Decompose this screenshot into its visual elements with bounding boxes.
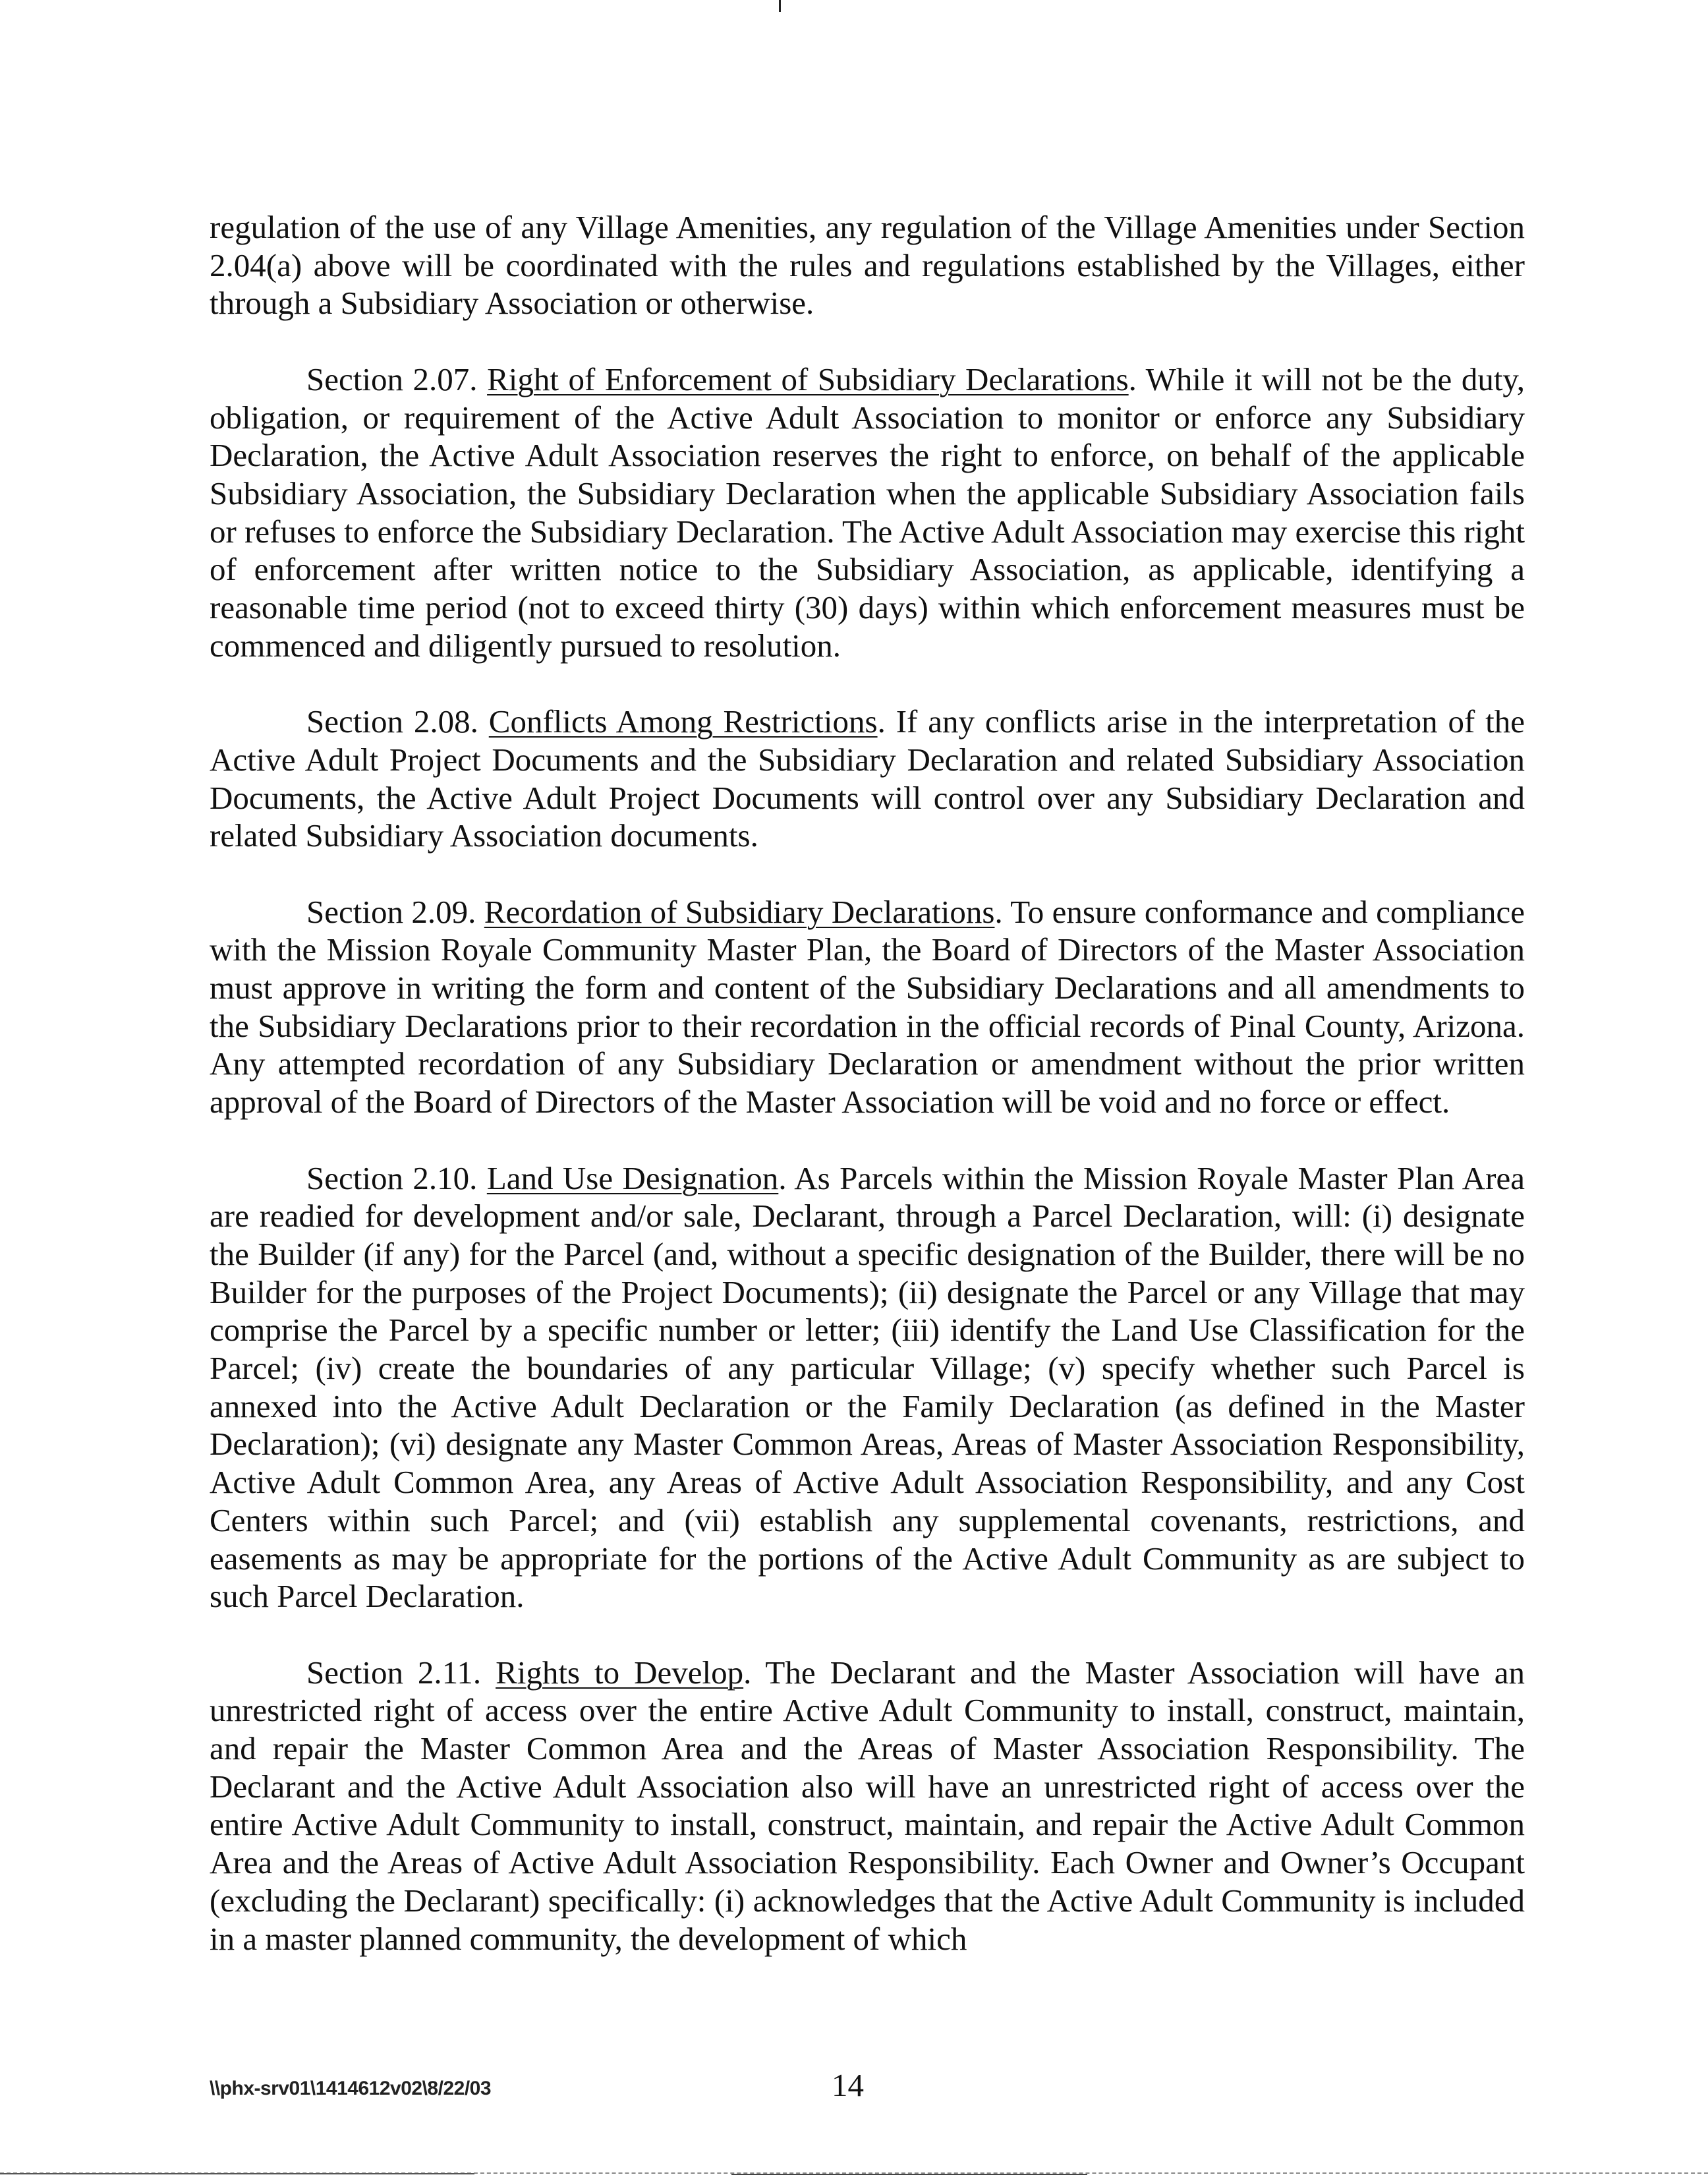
- section-2-08: [210, 703, 1525, 855]
- footer-document-id: \\phx-srv01\1414612v02\8/22/03: [210, 2078, 492, 2099]
- section-number: Section 2.11.: [306, 1654, 482, 1691]
- section-number: Section 2.08.: [306, 703, 478, 740]
- paragraph-text: regulation of the use of any Village Amenities, any regulation of the Village Amenities under Section 2.04(a) above will be coordinated with the rules and regulations established by the Villages, either through a Subsidiary Association or otherwise.: [210, 209, 1525, 322]
- section-heading: Recordation of Subsidiary Declarations: [484, 893, 995, 930]
- section-2-07: [210, 361, 1525, 665]
- paragraph-text: . While it will not be the duty, obligation, or requirement of the Active Adult Association to monitor or enforce any Subsidiary Declaration, the Active Adult Association reserves the right to enforce, on behalf of the applicable Subsidiary Association, the Subsidiary Declaration when the applicable Subsidiary Association fails or refuses to enforce the Subsidiary Declaration. The Active Adult Association may exercise this right of enforcement after written notice to the Subsidiary Association, as applicable, identifying a reasonable time period (not to exceed thirty (30) days) within which enforcement measures must be commenced and diligently pursued to resolution.: [210, 361, 1525, 664]
- section-heading: Right of Enforcement of Subsidiary Declarations: [487, 361, 1129, 397]
- paragraph-continuation: [210, 208, 1525, 322]
- bottom-scan-rule-center: [731, 2174, 1087, 2175]
- paragraph-text: . As Parcels within the Mission Royale Master Plan Area are readied for development and/or sale, Declarant, through a Parcel Declaration, will: (i) designate the Builder (if any) for the Parcel (and, without a specific designation of the Builder, there will be no Builder for the purposes of the Project Documents); (ii) designate the Parcel or any Village that may comprise the Parcel by a specific number or letter; (iii) identify the Land Use Classification for the Parcel; (iv) create the boundaries of any particular Village; (v) specify whether such Parcel is annexed into the Active Adult Declaration or the Family Declaration (as defined in the Master Declaration); (vi) designate any Master Common Areas, Areas of Master Association Responsibility, Active Adult Common Area, any Areas of Active Adult Association Responsibility, and any Cost Centers within such Parcel; and (vii) establish any supplemental covenants, restrictions, and easements as may be appropriate for the portions of the Active Adult Community as are subject to such Parcel Declaration.: [210, 1159, 1525, 1615]
- paragraph-text: . To ensure conformance and compliance with the Mission Royale Community Master Plan, the Board of Directors of the Master Association must approve in writing the form and content of the Subsidiary Declarations and all amendments to the Subsidiary Declarations prior to their recordation in the official records of Pinal County, Arizona. Any attempted recordation of any Subsidiary Declaration or amendment without the prior written approval of the Board of Directors of the Master Association will be void and no force or effect.: [210, 893, 1525, 1121]
- scan-mark: [779, 0, 781, 12]
- paragraph-text: . The Declarant and the Master Association will have an unrestricted right of access over the entire Active Adult Community to install, construct, maintain, and repair the Master Common Area and the Areas of Master Association Responsibility. The Declarant and the Active Adult Association also will have an unrestricted right of access over the entire Active Adult Community to install, construct, maintain, and repair the Active Adult Common Area and the Areas of Active Adult Association Responsibility. Each Owner and Owner’s Occupant (excluding the Declarant) specifically: (i) acknowledges that the Active Adult Community is included in a master planned community, the development of which: [210, 1654, 1525, 1957]
- bottom-scan-rule-left: [0, 2173, 474, 2174]
- section-heading: Conflicts Among Restrictions: [488, 703, 878, 740]
- document-body: [210, 208, 1525, 1996]
- section-heading: Land Use Designation: [486, 1159, 779, 1196]
- section-heading: Rights to Develop: [496, 1654, 744, 1691]
- page-number: 14: [832, 2067, 864, 2103]
- section-number: Section 2.10.: [306, 1159, 478, 1196]
- section-number: Section 2.09.: [306, 893, 476, 930]
- paragraph-text: . If any conflicts arise in the interpretation of the Active Adult Project Documents and the Subsidiary Declaration and related Subsidiary Association Documents, the Active Adult Project Documents will control over any Subsidiary Declaration and related Subsidiary Association documents.: [210, 703, 1525, 854]
- section-2-11: [210, 1654, 1525, 1958]
- section-2-10: [210, 1159, 1525, 1615]
- section-2-09: [210, 893, 1525, 1121]
- section-number: Section 2.07.: [306, 361, 478, 397]
